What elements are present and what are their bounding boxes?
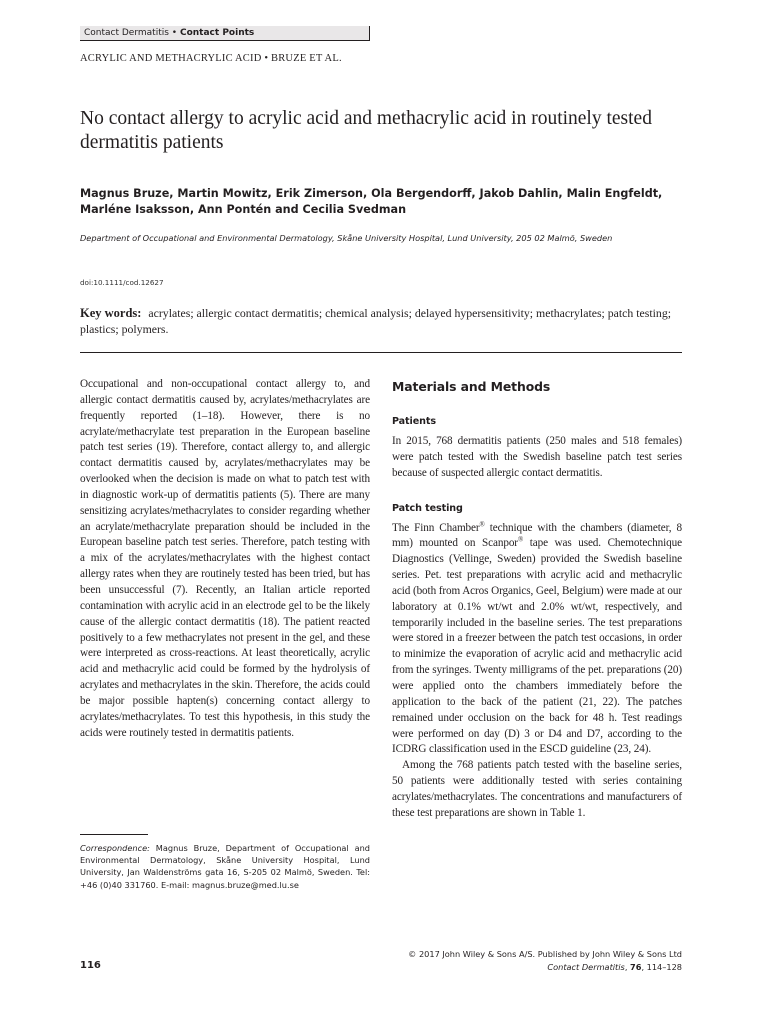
keywords — [80, 305, 682, 337]
author-list: Magnus Bruze, Martin Mowitz, Erik Zimerson, Ola Bergendorff, Jakob Dahlin, Malin Engfeldt, Marléne Isaksson, Ann Pontén and Cecilia Svedman — [80, 187, 663, 216]
patch-text-part-1: The Finn Chamber — [392, 521, 480, 534]
footnote-divider — [80, 834, 148, 835]
patch-testing-paragraph — [392, 521, 682, 759]
journal-name: Contact Dermatitis — [84, 28, 169, 38]
citation-line: Contact Dermatitis, 76, 114–128 — [547, 962, 682, 972]
correspondence-note — [80, 842, 370, 891]
journal-section-tab — [80, 26, 370, 41]
patch-testing-paragraph-2: Among the 768 patients patch tested with the baseline series, 50 patients were additionally tested with series containing acrylates/methacrylates. The concentrations and manufacturers of these test preparations are shown in Table 1. — [392, 759, 682, 819]
keywords-label: Key words: — [80, 306, 142, 320]
patch-text-part-2: technique with the chambers (diameter, 8 mm) mounted on Scanpor — [392, 521, 682, 550]
correspondence-label: Correspondence: — [80, 843, 150, 853]
running-head: ACRYLIC AND METHACRYLIC ACID • BRUZE ET AL. — [80, 53, 342, 64]
section-name: Contact Points — [179, 28, 255, 38]
header-divider — [80, 352, 682, 353]
subheading-patients: Patients — [392, 416, 436, 427]
page-range: , 114–128 — [641, 962, 682, 972]
intro-paragraph: Occupational and non-occupational contact allergy to, and allergic contact dermatitis caused by, acrylates/methacrylates are frequently reported (1–18). However, there is no acrylate/methacrylate test preparation in the European baseline patch test series (19). Therefore, contact allergy to, and allergic contact dermatitis caused by, acrylates/methacrylates may be overlooked when the decision is made on what to patch test with in diagnostic work-up of dermatitis patients (5). There are many sensitizing acrylates/methacrylates to consider regarding whether an acrylate/methacrylate preparation should be included in the European baseline patch test series. Therefore, patch testing with a mix of the acrylates/methacrylates with the highest contact allergy rates when they are routinely tested has been tried, but has been unsuccessful (7). Recently, an Italian article reported contamination with acrylic acid in an electrode gel to be the likely cause of the allergic contact dermatitis (18). The patient reacted positively to a few methacrylates not present in the gel, and these were interpreted as cross-reactions. At least theoretically, acrylic acid and methacrylic acid could be formed by the hydrolysis of acrylates and methacrylates in the skin. Therefore, the acids could be major possible hapten(s) concerning contact allergy to acrylates/methacrylates. To test this hypothesis, in this study the acids were routinely tested in dermatitis patients. — [80, 378, 370, 739]
right-column — [392, 377, 682, 822]
affiliation: Department of Occupational and Environmental Dermatology, Skåne University Hospital, Lund University, 205 02 Malmö, Sweden — [80, 233, 613, 243]
copyright-block — [408, 948, 682, 974]
subheading-patch-testing: Patch testing — [392, 502, 463, 514]
tab-bullet: • — [171, 28, 178, 38]
registered-mark: ® — [479, 519, 485, 528]
volume: 76 — [630, 962, 642, 972]
registered-mark: ® — [517, 535, 524, 544]
section-heading-methods: Materials and Methods — [392, 379, 551, 394]
keywords-text: acrylates; allergic contact dermatitis; chemical analysis; delayed hypersensitivity; methacrylates; patch testing; plastics; polymers. — [80, 306, 672, 336]
patients-paragraph: In 2015, 768 dermatitis patients (250 males and 518 females) were patch tested with the Swedish baseline patch test series because of suspected allergic contact dermatitis. — [392, 435, 682, 479]
copyright-line: © 2017 John Wiley & Sons A/S. Published by John Wiley & Sons Ltd — [408, 949, 682, 959]
article-title: No contact allergy to acrylic acid and methacrylic acid in routinely tested dermatitis patients — [80, 108, 652, 153]
patch-text-part-3: tape was used. Chemotechnique Diagnostics (Vellinge, Sweden) provided the Swedish baseline series. Pet. test preparations with acrylic acid and methacrylic acid (both from Acros Organics, Geel, Belgium) were made at our laboratory at 0.1% wt/wt and 2.0% wt/wt, respectively, and temporarily included in the baseline series. The test preparations were stored in a freezer between the patch test occasions, in order to minimize the evaporation of acrylic acid and methacrylic acid from the syringes. Twenty milligrams of the pet. preparations (20) were applied onto the chambers immediately before the application to the back of the patient (21, 22). The patches remained under occlusion on the back for 48 h. Test readings were performed on day (D) 3 or D4 and D7, according to the ICDRG classification used in the ESCD guideline (23, 24). — [392, 537, 682, 756]
doi: doi:10.1111/cod.12627 — [80, 278, 164, 287]
correspondence-text: Magnus Bruze, Department of Occupational and Environmental Dermatology, Skåne University Hospital, Lund University, Jan Waldenströms gata 16, S-205 02 Malmö, Sweden. Tel: +46 (0)40 331760. E-mail: magnus.bruze@med.lu.se — [80, 843, 370, 890]
left-column — [80, 377, 370, 741]
page-number: 116 — [80, 960, 101, 971]
journal-citation-name: Contact Dermatitis — [547, 962, 625, 972]
